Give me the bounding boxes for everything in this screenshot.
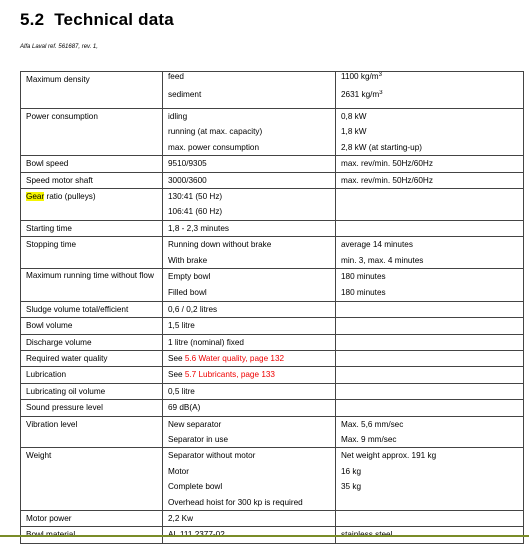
row-value-cell [336,188,524,220]
value-line [336,432,523,447]
value-line [336,511,523,526]
description-text: Motor [168,466,189,476]
row-description-cell [163,448,336,511]
value-line [336,109,523,124]
row-value-cell [336,220,524,236]
value-text: max. rev/min. 50Hz/60Hz [341,159,433,169]
row-value-cell [336,318,524,334]
row-label-cell [21,448,163,511]
value-line [336,302,523,317]
row-label [21,269,162,301]
description-text: sediment [168,90,202,99]
cross-reference-link: 5.6 Water quality, page 132 [184,354,285,364]
table-row [21,188,524,220]
table-row [21,416,524,448]
value-line [336,384,523,399]
description-line [163,237,335,252]
description-text: Separator without motor [168,451,256,461]
description-text: 3000/3600 [168,175,207,185]
row-value-cell [336,268,524,301]
table-row [21,237,524,269]
row-label-text: Weight [26,451,52,461]
description-line [163,140,335,155]
value-superscript: 3 [379,90,383,96]
row-label-text: Starting time [26,223,72,233]
row-label-cell [21,220,163,236]
description-line [163,302,335,317]
value-text: min. 3, max. 4 minutes [341,255,424,265]
row-label-cell [21,301,163,317]
description-line [163,124,335,139]
description-text: 2,2 Kw [168,513,194,523]
row-description-cell [163,237,336,269]
row-label [21,318,162,333]
description-line [163,432,335,447]
value-text: Net weight approx. 191 kg [341,451,437,461]
row-label-cell [21,367,163,383]
description-line [163,90,335,108]
row-value-cell [336,72,524,109]
row-label-cell [21,188,163,220]
value-line [336,253,523,268]
row-value-cell [336,416,524,448]
table-row [21,367,524,383]
table-row [21,318,524,334]
table-row [21,220,524,236]
value-line [336,495,523,510]
description-text: 1,8 - 2,3 minutes [168,223,229,233]
row-label-cell [21,72,163,109]
value-line [336,335,523,350]
row-label-text: Speed motor shaft [26,175,93,185]
row-label-cell [21,334,163,350]
row-value-cell [336,400,524,416]
row-label [21,448,162,463]
row-label-text: Vibration level [26,419,78,429]
row-label-text: ratio (pulleys) [44,191,96,201]
row-label-cell [21,416,163,448]
row-label [21,400,162,415]
description-text: 0,6 / 0,2 litres [168,304,218,314]
table-row [21,172,524,188]
row-label [21,417,162,432]
description-text: Empty bowl [168,271,211,281]
value-line [336,479,523,494]
value-line [336,237,523,252]
description-text: Complete bowl [168,482,223,492]
description-line [163,109,335,124]
description-line [163,173,335,188]
row-label [21,189,162,204]
row-label-cell [21,172,163,188]
row-label-cell [21,400,163,416]
value-line [336,124,523,139]
row-label [21,173,162,188]
value-line [336,156,523,171]
row-description-cell [163,367,336,383]
description-text: 1 litre (nominal) fixed [168,337,244,347]
value-line [336,448,523,463]
reference-note: Alfa Laval ref. 561687, rev. 1, [20,44,98,50]
value-line [336,285,523,301]
value-line [336,367,523,382]
row-description-cell [163,416,336,448]
row-label-cell [21,237,163,269]
description-text: New separator [168,419,222,429]
row-value-cell [336,448,524,511]
description-text: Running down without brake [168,240,272,250]
technical-data-table [20,71,524,544]
value-line [336,72,523,90]
description-line [163,495,335,510]
value-line [336,269,523,285]
table-row [21,383,524,399]
value-text: Max. 5,6 mm/sec [341,419,404,429]
row-label-cell [21,109,163,156]
description-text: See [168,370,185,380]
row-label-text: Stopping time [26,240,77,250]
description-line [163,269,335,285]
description-text: 9510/9305 [168,159,207,169]
row-value-cell [336,510,524,526]
value-text: 35 kg [341,482,362,492]
row-value-cell [336,334,524,350]
value-text: 1100 kg/m [341,72,379,81]
description-line [163,335,335,350]
description-line [163,156,335,171]
value-line [336,189,523,204]
row-description-cell [163,188,336,220]
row-description-cell [163,351,336,367]
row-label-cell [21,383,163,399]
description-line [163,479,335,494]
row-label-text: Maximum density [26,75,90,84]
table-row [21,109,524,156]
row-description-cell [163,172,336,188]
row-label [21,156,162,171]
row-description-cell [163,318,336,334]
description-text: Filled bowl [168,287,207,297]
row-label-text: Sound pressure level [26,403,103,413]
row-description-cell [163,510,336,526]
row-label-text: Motor power [26,513,72,523]
row-value-cell [336,367,524,383]
row-label [21,109,162,124]
section-number: 5.2 [20,10,45,29]
value-text: 2,8 kW (at starting-up) [341,142,422,152]
value-line [336,90,523,108]
row-label [21,302,162,317]
value-superscript: 3 [378,72,382,78]
cross-reference-link: 5.7 Lubricants, page 133 [184,370,275,380]
row-label [21,384,162,399]
row-value-cell [336,383,524,399]
table-row [21,448,524,511]
row-label-text: Power consumption [26,112,98,121]
row-label [21,511,162,526]
description-text: See [168,354,185,364]
description-text: feed [168,72,184,81]
description-text: idling [168,112,188,121]
row-label [21,367,162,382]
description-text: 106:41 (60 Hz) [168,207,223,217]
description-line [163,204,335,219]
row-description-cell [163,301,336,317]
row-label-cell [21,318,163,334]
value-text: 0,8 kW [341,112,367,121]
row-description-cell [163,334,336,350]
row-value-cell [336,109,524,156]
row-description-cell [163,72,336,109]
table-row [21,301,524,317]
row-label-text: Bowl volume [26,321,73,331]
table-row [21,351,524,367]
value-text: 1,8 kW [341,127,367,137]
row-label [21,221,162,236]
bottom-rule [0,535,529,537]
row-label [21,351,162,366]
highlighted-term: Gear [26,191,45,201]
value-line [336,351,523,366]
table-row [21,400,524,416]
description-text: 69 dB(A) [168,403,201,413]
row-label-text: Maximum running time without flow [26,270,154,280]
description-text: Overhead hoist for 300 kp is required [168,497,303,507]
value-line [336,221,523,236]
page-title [20,10,174,30]
row-label-cell [21,510,163,526]
table-row [21,334,524,350]
row-value-cell [336,172,524,188]
value-line [336,173,523,188]
table-row [21,156,524,172]
description-text: running (at max. capacity) [168,127,263,137]
description-text: max. power consumption [168,142,260,152]
value-line [336,464,523,479]
row-description-cell [163,109,336,156]
value-text: 2631 kg/m [341,90,380,99]
row-label-text: Lubricating oil volume [26,386,106,396]
description-line [163,318,335,333]
row-label [21,237,162,252]
description-text: 0,5 litre [168,386,195,396]
row-description-cell [163,156,336,172]
description-line [163,221,335,236]
row-label-text: Lubrication [26,370,67,380]
description-line [163,253,335,268]
row-value-cell [336,156,524,172]
value-text: 16 kg [341,466,362,476]
row-label-text: Discharge volume [26,337,92,347]
description-line [163,367,335,382]
description-text: Separator in use [168,435,229,445]
value-text: 180 minutes [341,287,386,297]
row-description-cell [163,220,336,236]
table-row [21,72,524,109]
description-line [163,72,335,90]
value-line [336,417,523,432]
row-label-text: Required water quality [26,354,108,364]
value-text: Max. 9 mm/sec [341,435,397,445]
row-description-cell [163,400,336,416]
table-row [21,268,524,301]
description-text: 1,5 litre [168,321,195,331]
value-text: max. rev/min. 50Hz/60Hz [341,175,433,185]
row-label-cell [21,351,163,367]
row-label-text: Bowl speed [26,159,69,169]
description-line [163,285,335,301]
row-label [21,335,162,350]
description-line [163,417,335,432]
value-line [336,400,523,415]
table-row [21,510,524,526]
description-line [163,351,335,366]
description-line [163,384,335,399]
value-line [336,204,523,219]
row-label-cell [21,156,163,172]
description-text: With brake [168,255,208,265]
row-value-cell [336,237,524,269]
row-value-cell [336,351,524,367]
description-line [163,511,335,526]
description-line [163,400,335,415]
table-body [21,72,524,544]
row-label-text: Sludge volume total/efficient [26,304,129,314]
description-line [163,448,335,463]
row-description-cell [163,383,336,399]
description-text: 130:41 (50 Hz) [168,191,223,201]
row-label [21,72,162,87]
value-text: average 14 minutes [341,240,413,250]
row-description-cell [163,268,336,301]
description-line [163,464,335,479]
row-value-cell [336,301,524,317]
value-line [336,140,523,155]
section-title: Technical data [54,10,174,29]
value-text: 180 minutes [341,271,386,281]
row-label-cell [21,268,163,301]
value-line [336,318,523,333]
description-line [163,189,335,204]
